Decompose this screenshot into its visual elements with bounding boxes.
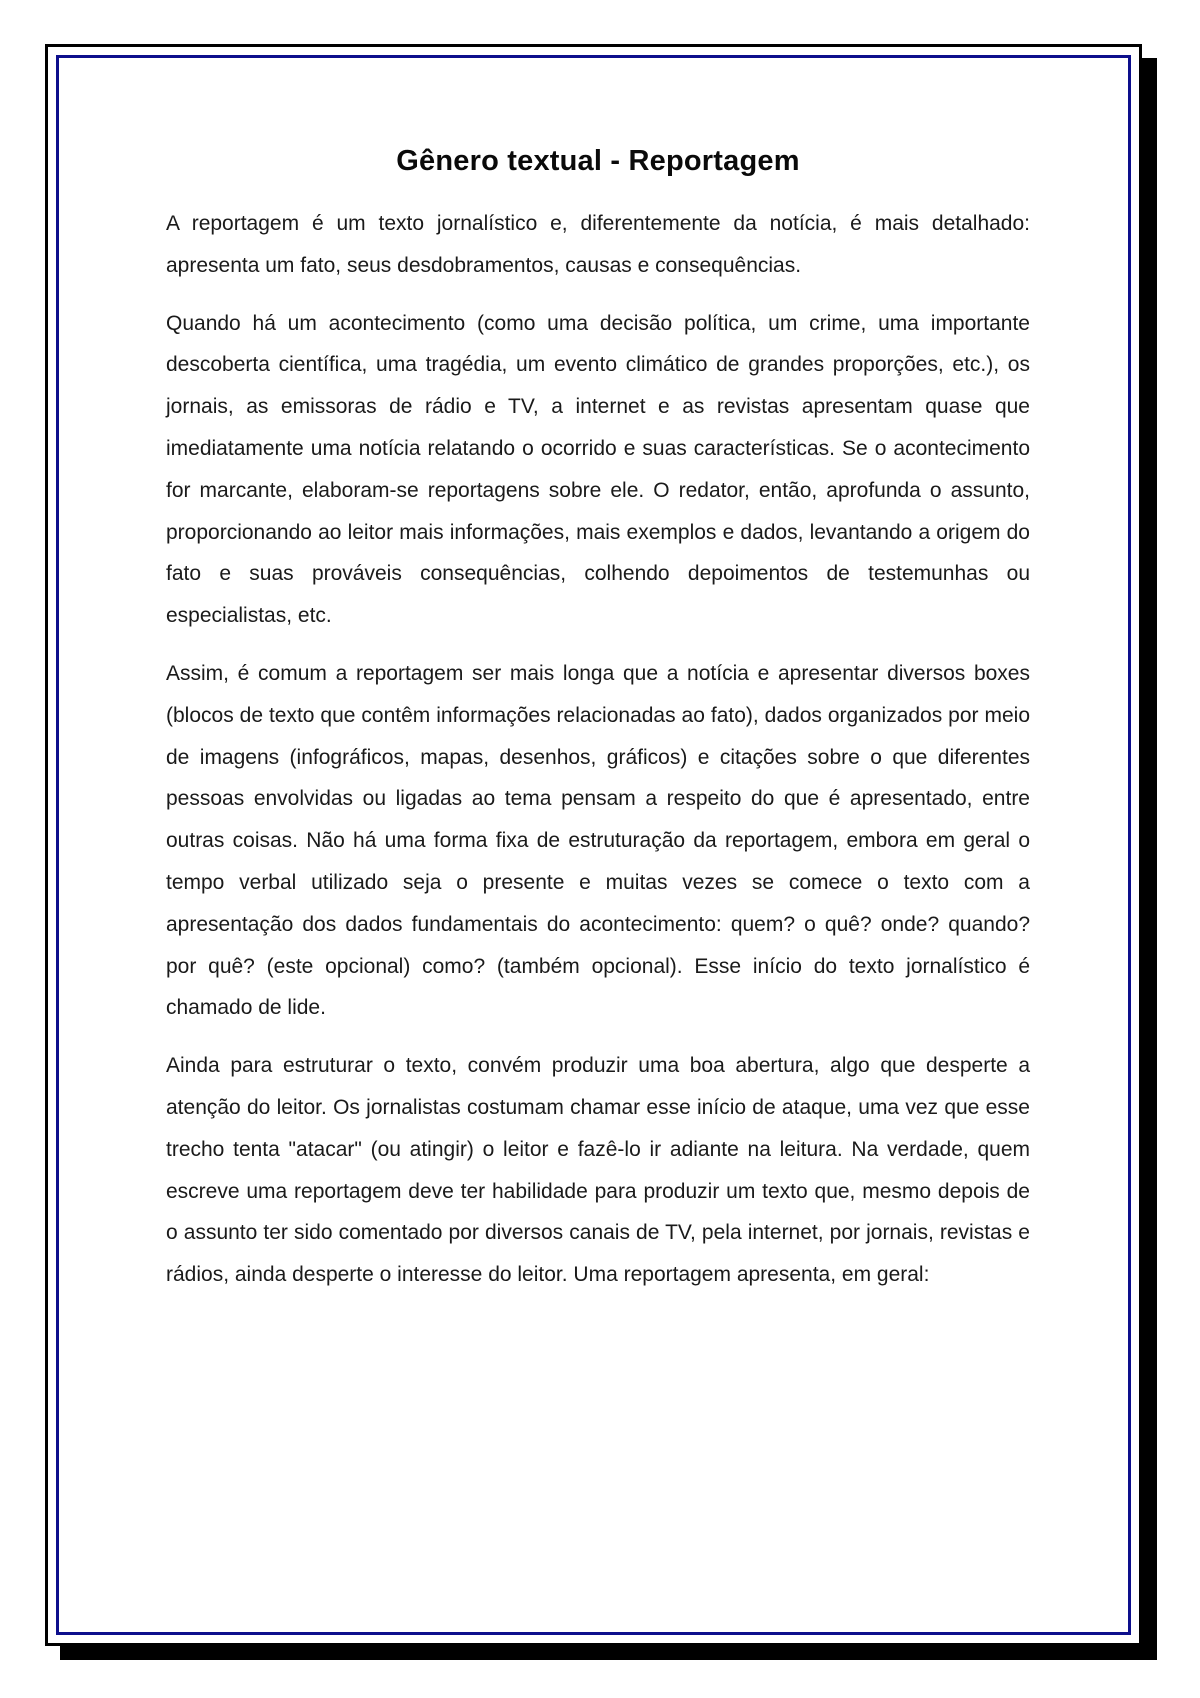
paragraph-acontecimento: Quando há um acontecimento (como uma decisão política, um crime, uma importante descoberta científica, uma tragédia, um evento climático de grandes proporções, etc.), os jornais, as emissoras de rádio e TV, a internet e as revistas apresentam quase que imediatamente uma notícia relatando o ocorrido e suas características. Se o acontecimento for marcante, elaboram-se reportagens sobre ele. O redator, então, aprofunda o assunto, proporcionando ao leitor mais informações, mais exemplos e dados, levantando a origem do fato e suas prováveis consequências, colhendo depoimentos de testemunhas ou especialistas, etc.	[166, 311, 1030, 628]
page-frame-outer	[45, 44, 1142, 1646]
paragraph-abertura: Ainda para estruturar o texto, convém produzir uma boa abertura, algo que desperte a atenção do leitor. Os jornalistas costumam chamar esse início de ataque, uma vez que esse trecho tenta "atacar" (ou atingir) o leitor e fazê-lo ir adiante na leitura. Na verdade, quem escreve uma reportagem deve ter habilidade para produzir um texto que, mesmo depois de o assunto ter sido comentado por diversos canais de TV, pela internet, por jornais, revistas e rádios, ainda desperte o interesse do leitor. Uma reportagem apresenta, em geral:	[166, 1054, 1030, 1287]
page-frame-inner	[56, 55, 1131, 1635]
paragraph-intro: A reportagem é um texto jornalístico e, diferentemente da notícia, é mais detalhado: apresenta um fato, seus desdobramentos, causas e consequências.	[166, 212, 1030, 277]
document-body	[166, 143, 1030, 1312]
document-title: Gênero textual - Reportagem	[396, 145, 800, 177]
paragraph-estrutura: Assim, é comum a reportagem ser mais longa que a notícia e apresentar diversos boxes (blocos de texto que contêm informações relacionadas ao fato), dados organizados por meio de imagens (infográficos, mapas, desenhos, gráficos) e citações sobre o que diferentes pessoas envolvidas ou ligadas ao tema pensam a respeito do que é apresentado, entre outras coisas. Não há uma forma fixa de estruturação da reportagem, embora em geral o tempo verbal utilizado seja o presente e muitas vezes se comece o texto com a apresentação dos dados fundamentais do acontecimento: quem? o quê? onde? quando? por quê? (este opcional) como? (também opcional). Esse início do texto jornalístico é chamado de lide.	[166, 661, 1030, 1020]
